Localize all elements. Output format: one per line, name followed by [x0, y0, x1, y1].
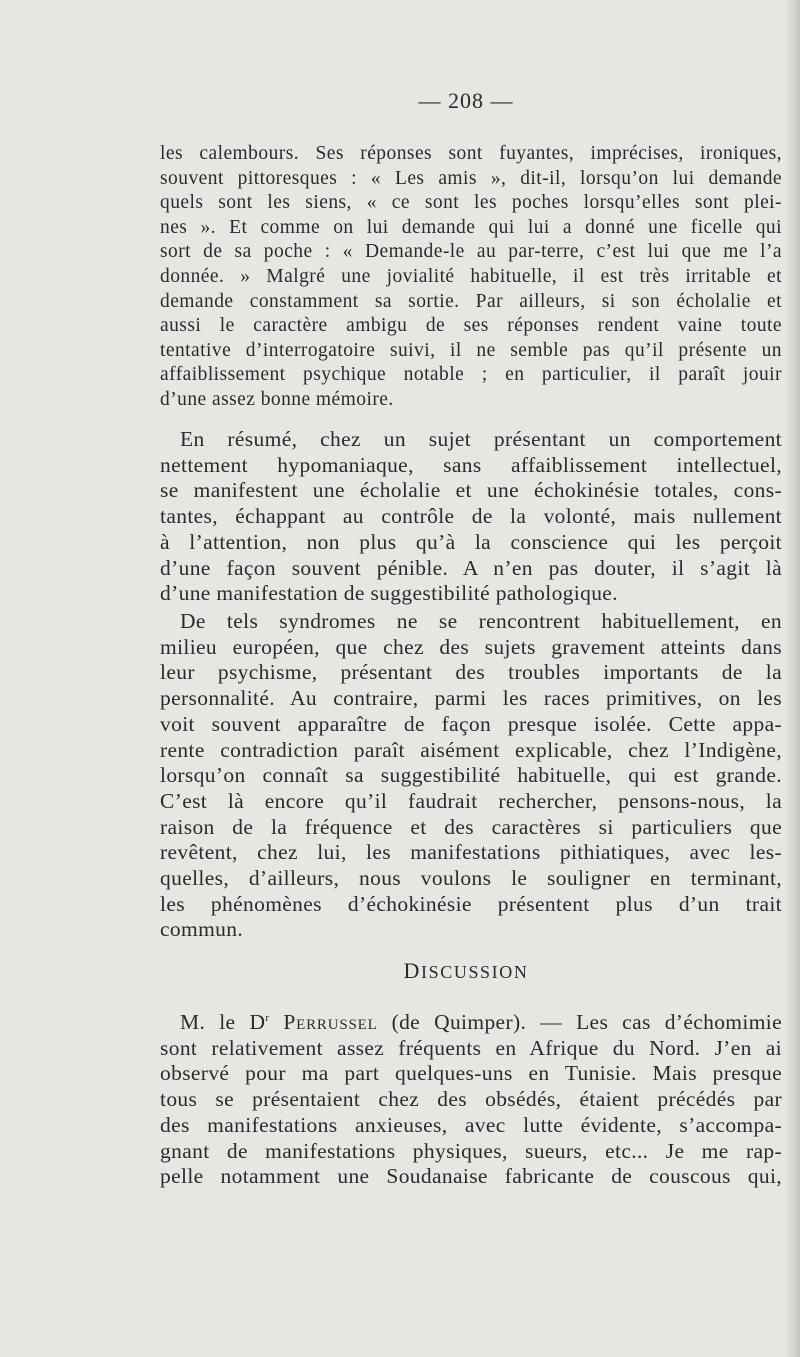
text-line: commun.	[160, 917, 244, 942]
text-line: tous se présentaient chez des obsédés, étaient précédés par	[160, 1087, 782, 1112]
page-number	[0, 88, 800, 114]
text-line: d’une manifestation de suggestibilité pathologique.	[160, 581, 618, 606]
text-line: gnant de manifestations physiques, sueurs, etc... Je me rap-	[160, 1138, 782, 1163]
text-line: nes ». Et comme on lui demande qui lui a donné une ficelle qui	[160, 216, 782, 238]
heading-initial: D	[403, 958, 422, 983]
discussion-heading	[0, 958, 800, 984]
text-line: affaiblissement psychique notable ; en particulier, il paraît jouir	[160, 364, 782, 386]
text-line: personnalité. Au contraire, parmi les races primitives, on les	[160, 686, 782, 711]
text-line: quels sont les siens, « ce sont les poches lorsqu’elles sont plei-	[160, 192, 782, 214]
speaker-line-rest: (de Quimper). — Les cas d’échomimie	[377, 1010, 782, 1034]
text-line: milieu européen, que chez des sujets gravement atteints dans	[160, 634, 782, 659]
speaker-name: Perrussel	[283, 1010, 378, 1034]
text-line: voit souvent apparaître de façon presque isolée. Cette appa-	[160, 711, 782, 736]
speaker-line	[160, 1010, 782, 1036]
text-line: De tels syndromes ne se rencontrent habituellement, en	[180, 609, 782, 633]
paragraph-syndromes	[160, 609, 782, 943]
text-line: d’une assez bonne mémoire.	[160, 388, 394, 410]
text-line: des manifestations anxieuses, avec lutte évidente, s’accompa-	[160, 1112, 782, 1137]
text-line: pelle notamment une Soudanaise fabricante de couscous qui,	[160, 1164, 782, 1189]
text-line: sort de sa poche : « Demande-le au par-terre, c’est lui que me l’a	[160, 241, 782, 263]
speaker-superscript: r	[265, 1011, 270, 1024]
text-line: tantes, échappant au contrôle de la volonté, mais nullement	[160, 504, 782, 529]
paragraph-summary	[160, 427, 782, 607]
text-line: se manifestent une écholalie et une échokinésie totales, cons-	[160, 478, 782, 503]
text-line: C’est là encore qu’il faudrait rechercher, pensons-nous, la	[160, 788, 782, 813]
text-line: leur psychisme, présentant des troubles importants de la	[160, 660, 782, 685]
text-line: rente contradiction paraît aisément explicable, chez l’Indigène,	[160, 737, 782, 762]
speaker-prefix: M. le D	[180, 1010, 266, 1034]
paragraph-discussion	[160, 1010, 782, 1190]
page-edge-shadow	[786, 0, 800, 1357]
text-line: les phénomènes d’échokinésie présentent plus d’un trait	[160, 891, 782, 916]
text-line: quelles, d’ailleurs, nous voulons le souligner en terminant,	[160, 866, 782, 891]
text-line: tentative d’interrogatoire suivi, il ne semble pas qu’il présente un	[160, 339, 782, 361]
text-line: sont relativement assez fréquents en Afrique du Nord. J’en ai	[160, 1035, 782, 1060]
text-line: d’une façon souvent pénible. A n’en pas douter, il s’agit là	[160, 555, 782, 580]
text-line: raison de la fréquence et des caractères si particuliers que	[160, 814, 782, 839]
heading-rest: ISCUSSION	[421, 962, 529, 982]
text-line: observé pour ma part quelques-uns en Tunisie. Mais presque	[160, 1061, 782, 1086]
text-line: En résumé, chez un sujet présentant un comportement	[180, 427, 782, 451]
text-line: nettement hypomaniaque, sans affaiblissement intellectuel,	[160, 452, 782, 477]
page-number-text: — 208 —	[418, 88, 514, 113]
text-line: à l’attention, non plus qu’à la conscience qui les perçoit	[160, 529, 782, 554]
text-line: lorsqu’on connaît sa suggestibilité habituelle, qui est grande.	[160, 763, 782, 788]
paragraph-patient-description	[160, 142, 782, 413]
text-line: demande constamment sa sortie. Par ailleurs, si son écholalie et	[160, 290, 782, 312]
text-line: revêtent, chez lui, les manifestations pithiatiques, avec les-	[160, 840, 782, 865]
text-line: les calembours. Ses réponses sont fuyantes, imprécises, ironiques,	[160, 143, 782, 164]
text-line: aussi le caractère ambigu de ses réponses rendent vaine toute	[160, 315, 782, 337]
text-line: souvent pittoresques : « Les amis », dit-il, lorsqu’on lui demande	[160, 167, 782, 189]
text-line: donnée. » Malgré une jovialité habituelle, il est très irritable et	[160, 265, 782, 287]
